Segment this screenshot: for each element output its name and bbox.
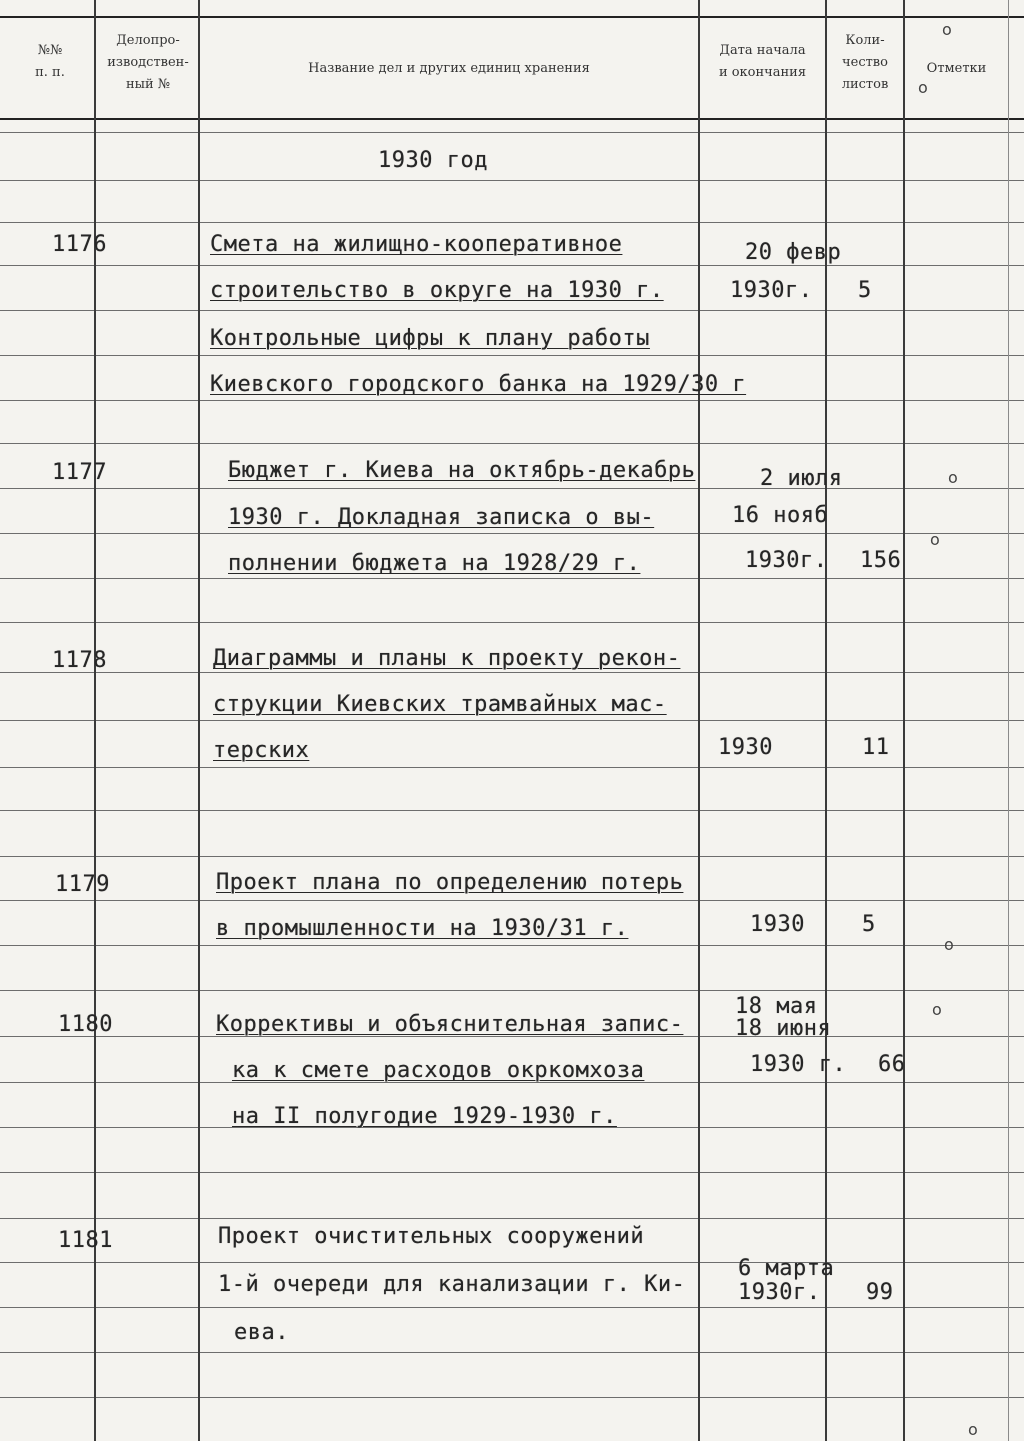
entry-date-line: 1930г.	[745, 548, 828, 573]
entry-number: 1181	[58, 1228, 113, 1253]
pencil-mark: о	[932, 1000, 942, 1019]
entry-sheet-count: 5	[862, 912, 876, 937]
entry-date-line: 18 мая	[735, 994, 818, 1019]
entry-title-line: Коррективы и объяснительная запис-	[216, 1012, 684, 1037]
pencil-mark: о	[942, 20, 952, 39]
entry-title-line: Проект плана по определению потерь	[216, 870, 684, 895]
entry-date-line: 1930г.	[730, 278, 813, 303]
entry-number: 1176	[52, 232, 107, 257]
header-dates: Дата начала и окончания	[718, 43, 807, 80]
entry-title-line: Контрольные цифры к плану работы	[210, 326, 650, 351]
entry-title-line: терских	[213, 738, 310, 763]
entry-date-line: 1930г.	[738, 1280, 821, 1305]
entry-title-line: 1930 г. Докладная записка о вы-	[228, 505, 655, 530]
entry-date-line: 1930	[750, 912, 805, 937]
entry-title-line: Смета на жилищно-кооперативное	[210, 232, 623, 257]
entry-title-line: на II полугодие 1929-1930 г.	[232, 1104, 617, 1129]
entry-sheet-count: 66	[878, 1052, 906, 1077]
entry-date-line: 16 нояб	[732, 503, 829, 528]
entry-title-line: полнении бюджета на 1928/29 г.	[228, 551, 641, 576]
entry-date-line: 6 марта	[738, 1256, 835, 1281]
entry-title-line: Киевского городского банка на 1929/30 г	[210, 372, 747, 397]
entry-title-line: в промышленности на 1930/31 г.	[216, 916, 629, 941]
pencil-mark: о	[930, 530, 940, 549]
pencil-mark: о	[948, 468, 958, 487]
header-sheet-count: Коли- чество листов	[841, 33, 889, 92]
entry-title-line: строительство в округе на 1930 г.	[210, 278, 664, 303]
entry-sheet-count: 99	[866, 1280, 894, 1305]
year-heading: 1930 год	[378, 148, 488, 173]
entry-date-line: 1930	[718, 735, 773, 760]
entry-title-line: струкции Киевских трамвайных мас-	[213, 692, 667, 717]
entry-number: 1177	[52, 460, 107, 485]
entry-title-line: ева.	[234, 1320, 289, 1345]
entry-date-line: 20 февр	[745, 240, 842, 265]
entry-date-line: 2 июля	[760, 466, 843, 491]
entry-title-line: 1-й очереди для канализации г. Ки-	[218, 1272, 686, 1297]
header-notes: Отметки	[926, 61, 987, 76]
header-office-number: Делопро- изводствен- ный №	[107, 33, 189, 92]
entry-date-line: 1930 г.	[750, 1052, 847, 1077]
entry-number: 1178	[52, 648, 107, 673]
entry-date-line: 18 июня	[735, 1016, 832, 1041]
header-title: Название дел и других единиц хранения	[308, 61, 590, 76]
header-num: №№ п. п.	[35, 43, 65, 80]
entry-title-line: Диаграммы и планы к проекту рекон-	[213, 646, 681, 671]
entry-sheet-count: 5	[858, 278, 872, 303]
entry-title-line: Проект очистительных сооружений	[218, 1224, 645, 1249]
pencil-mark: о	[918, 78, 928, 97]
entry-number: 1180	[58, 1012, 113, 1037]
entry-title-line: Бюджет г. Киева на октябрь-декабрь	[228, 458, 696, 483]
entry-number: 1179	[55, 872, 110, 897]
entry-sheet-count: 156	[860, 548, 902, 573]
pencil-mark: о	[968, 1420, 978, 1439]
entry-title-line: ка к смете расходов окркомхоза	[232, 1058, 645, 1083]
pencil-mark: о	[944, 935, 954, 954]
entry-sheet-count: 11	[862, 735, 890, 760]
